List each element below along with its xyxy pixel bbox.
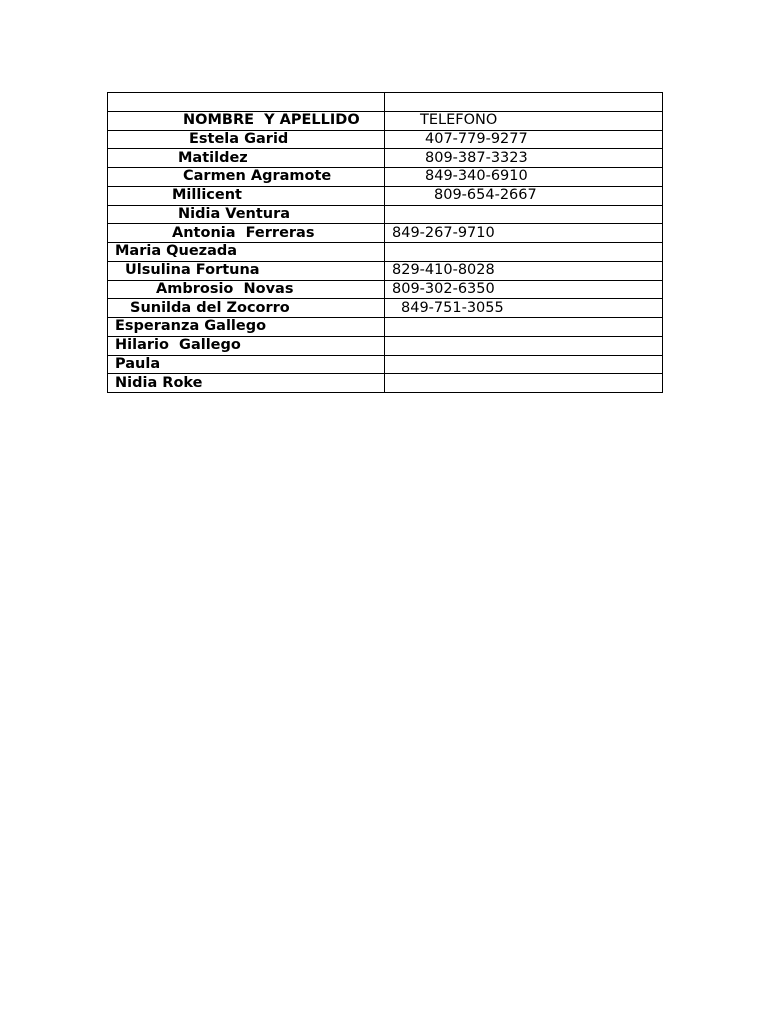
table-row (108, 261, 663, 280)
table-row (108, 280, 663, 299)
empty-phone-cell (385, 93, 663, 112)
table-row (108, 130, 663, 149)
phone-cell (385, 336, 663, 355)
phone-cell (385, 374, 663, 393)
phone-cell: 849-751-3055 (385, 299, 663, 318)
table-row (108, 355, 663, 374)
name-cell: Antonia Ferreras (108, 224, 385, 243)
name-cell: Paula (108, 355, 385, 374)
empty-top-row (108, 93, 663, 112)
phone-cell: 829-410-8028 (385, 261, 663, 280)
name-cell: Estela Garid (108, 130, 385, 149)
phone-cell (385, 243, 663, 262)
phone-cell (385, 318, 663, 337)
phone-cell: 809-654-2667 (385, 186, 663, 205)
name-cell: Hilario Gallego (108, 336, 385, 355)
name-cell: Ambrosio Novas (108, 280, 385, 299)
table-row (108, 243, 663, 262)
name-cell: Esperanza Gallego (108, 318, 385, 337)
table-row (108, 299, 663, 318)
table-row (108, 374, 663, 393)
name-cell: Millicent (108, 186, 385, 205)
table-row (108, 318, 663, 337)
name-cell: Matildez (108, 149, 385, 168)
table-row (108, 168, 663, 187)
phone-cell: 809-302-6350 (385, 280, 663, 299)
phone-cell (385, 205, 663, 224)
header-row (108, 111, 663, 130)
phone-cell: 849-267-9710 (385, 224, 663, 243)
phone-cell: 407-779-9277 (385, 130, 663, 149)
name-cell: Sunilda del Zocorro (108, 299, 385, 318)
name-cell: Carmen Agramote (108, 168, 385, 187)
table-row (108, 205, 663, 224)
name-cell: Ulsulina Fortuna (108, 261, 385, 280)
table-row (108, 224, 663, 243)
phone-cell: 849-340-6910 (385, 168, 663, 187)
name-column-header: NOMBRE Y APELLIDO (108, 111, 385, 130)
contact-table (107, 92, 663, 393)
name-cell: Maria Quezada (108, 243, 385, 262)
table-row (108, 336, 663, 355)
table-row (108, 186, 663, 205)
phone-column-header: TELEFONO (385, 111, 663, 130)
phone-cell: 809-387-3323 (385, 149, 663, 168)
phone-cell (385, 355, 663, 374)
empty-name-cell (108, 93, 385, 112)
name-cell: Nidia Roke (108, 374, 385, 393)
name-cell: Nidia Ventura (108, 205, 385, 224)
table-row (108, 149, 663, 168)
